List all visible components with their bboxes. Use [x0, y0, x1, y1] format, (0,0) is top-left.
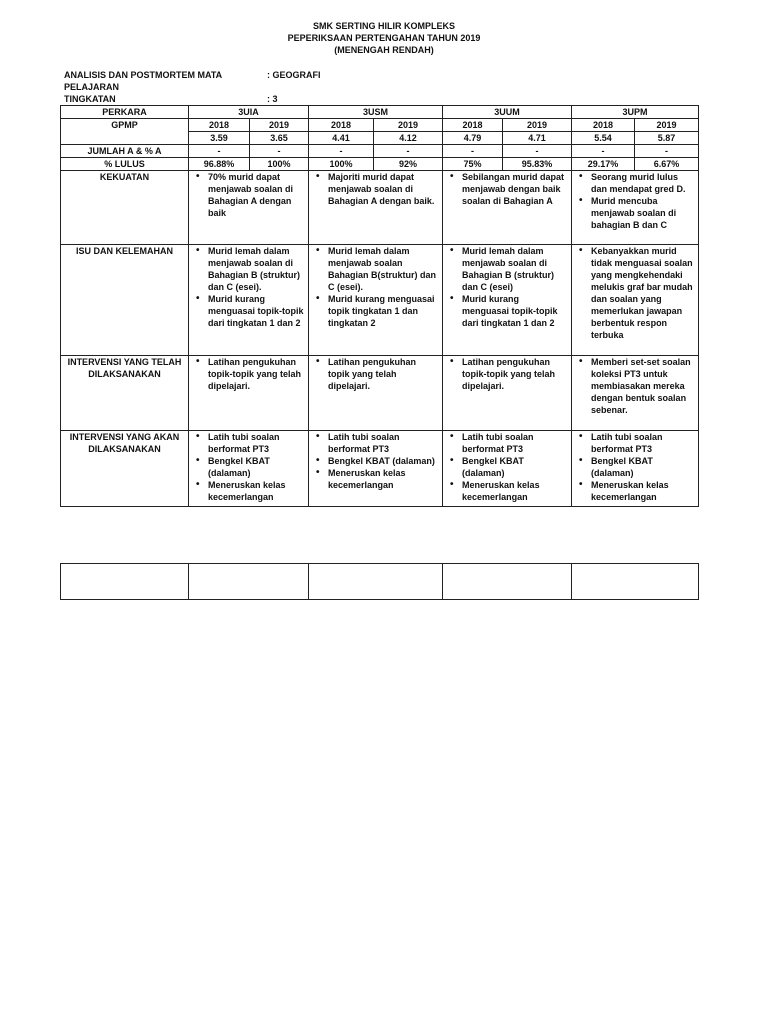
- year-header-row: [61, 119, 699, 132]
- intervensi-akan-3upm: [572, 431, 699, 507]
- jumlah-value: -: [572, 145, 635, 158]
- subject-value: : GEOGRAFI: [267, 70, 321, 80]
- jumlah-value: -: [503, 145, 572, 158]
- bullet-point: • Meneruskan kelas kecemerlangan: [576, 479, 694, 503]
- bullet-point: • Murid lemah dalam menjawab soalan Bahagian B(struktur) dan C (esei).: [313, 245, 438, 293]
- bullet-point: • Latihan pengukuhan topik-topik yang telah dipelajari.: [447, 356, 567, 392]
- bullet-point: • 70% murid dapat menjawab soalan di Bahagian A dengan baik: [193, 171, 304, 219]
- exam-level: (MENENGAH RENDAH): [334, 45, 434, 55]
- bullet-point: • Sebilangan murid dapat menjawab dengan baik soalan di Bahagian A: [447, 171, 567, 207]
- year-cell: 2019: [503, 119, 572, 132]
- bullet-point: • Kebanyakkan murid tidak menguasai soalan yang mengkehendaki melukis graf bar mudah dan soalan yang memerlukan jawapan berbentuk respon terbuka: [576, 245, 694, 341]
- gpmp-value: 3.65: [250, 132, 309, 145]
- bullet-point: • Latih tubi soalan berformat PT3: [447, 431, 567, 455]
- bullet-point: • Meneruskan kelas kecemerlangan: [447, 479, 567, 503]
- class-header-3usm: 3USM: [309, 106, 443, 119]
- jumlah-value: -: [309, 145, 374, 158]
- bullet-point: • Memberi set-set soalan koleksi PT3 untuk membiasakan mereka dengan bentuk soalan sebenar.: [576, 356, 694, 416]
- empty-cell: [309, 564, 443, 600]
- class-header-3uia: 3UIA: [189, 106, 309, 119]
- year-cell: 2019: [635, 119, 699, 132]
- class-header-3upm: 3UPM: [572, 106, 699, 119]
- intervensi-telah-3usm: [309, 356, 443, 431]
- jumlah-value: -: [635, 145, 699, 158]
- jumlah-value: -: [374, 145, 443, 158]
- bullet-point: • Meneruskan kelas kecemerlangan: [313, 467, 438, 491]
- bullet-point: • Bengkel KBAT (dalaman): [447, 455, 567, 479]
- bullet-point: • Murid kurang menguasai topik-topik dari tingkatan 1 dan 2: [193, 293, 304, 329]
- gpmp-value: 4.41: [309, 132, 374, 145]
- class-header-row: [61, 106, 699, 119]
- document-meta: [64, 69, 321, 105]
- kekuatan-3usm: [309, 171, 443, 245]
- isu-3uum: [443, 245, 572, 356]
- kekuatan-row: [61, 171, 699, 245]
- year-cell: 2018: [443, 119, 503, 132]
- jumlah-value: -: [250, 145, 309, 158]
- gpmp-value: 4.71: [503, 132, 572, 145]
- empty-cell: [443, 564, 572, 600]
- intervensi-akan-3usm: [309, 431, 443, 507]
- lulus-value: 100%: [309, 158, 374, 171]
- grade-label: TINGKATAN: [64, 94, 116, 104]
- intervensi-akan-3uum: [443, 431, 572, 507]
- kekuatan-label: KEKUATAN: [61, 171, 189, 245]
- gpmp-value: 5.54: [572, 132, 635, 145]
- bullet-point: • Meneruskan kelas kecemerlangan: [193, 479, 304, 503]
- lulus-label: % LULUS: [61, 158, 189, 171]
- intervensi-telah-label: INTERVENSI YANG TELAH DILAKSANAKAN: [61, 356, 189, 431]
- bullet-point: • Latih tubi soalan berformat PT3: [576, 431, 694, 455]
- kekuatan-3uum: [443, 171, 572, 245]
- empty-table: [60, 563, 699, 600]
- isu-3uia: [189, 245, 309, 356]
- gpmp-value: 5.87: [635, 132, 699, 145]
- empty-cell: [572, 564, 699, 600]
- intervensi-akan-row: [61, 431, 699, 507]
- exam-title: PEPERIKSAAN PERTENGAHAN TAHUN 2019: [287, 33, 481, 43]
- jumlah-row: [61, 145, 699, 158]
- bullet-point: • Bengkel KBAT (dalaman): [576, 455, 694, 479]
- lulus-value: 100%: [250, 158, 309, 171]
- intervensi-akan-3uia: [189, 431, 309, 507]
- lulus-value: 6.67%: [635, 158, 699, 171]
- bullet-point: • Murid lemah dalam menjawab soalan di Bahagian B (struktur) dan C (esei): [447, 245, 567, 293]
- intervensi-telah-row: [61, 356, 699, 431]
- jumlah-value: -: [443, 145, 503, 158]
- lulus-value: 95.83%: [503, 158, 572, 171]
- bullet-point: • Murid mencuba menjawab soalan di bahagian B dan C: [576, 195, 694, 231]
- bullet-point: • Latih tubi soalan berformat PT3: [313, 431, 438, 455]
- analysis-table: [60, 105, 699, 507]
- lulus-value: 29.17%: [572, 158, 635, 171]
- document-header: [0, 20, 768, 56]
- bullet-point: • Majoriti murid dapat menjawab soalan di Bahagian A dengan baik.: [313, 171, 438, 207]
- isu-3upm: [572, 245, 699, 356]
- isu-row: [61, 245, 699, 356]
- intervensi-telah-3uia: [189, 356, 309, 431]
- bullet-point: • Seorang murid lulus dan mendapat gred D.: [576, 171, 694, 195]
- kekuatan-3upm: [572, 171, 699, 245]
- gpmp-label: GPMP: [61, 119, 189, 145]
- kekuatan-3uia: [189, 171, 309, 245]
- year-cell: 2018: [189, 119, 250, 132]
- jumlah-value: -: [189, 145, 250, 158]
- bullet-point: • Murid kurang menguasai topik tingkatan 1 dan tingkatan 2: [313, 293, 438, 329]
- gpmp-value: 4.79: [443, 132, 503, 145]
- empty-cell: [61, 564, 189, 600]
- bullet-point: • Latihan pengukuhan topik yang telah dipelajari.: [313, 356, 438, 392]
- subject-label: ANALISIS DAN POSTMORTEM MATA PELAJARAN: [64, 70, 222, 92]
- year-cell: 2018: [572, 119, 635, 132]
- intervensi-akan-label: INTERVENSI YANG AKAN DILAKSANAKAN: [61, 431, 189, 507]
- intervensi-telah-3upm: [572, 356, 699, 431]
- isu-label: ISU DAN KELEMAHAN: [61, 245, 189, 356]
- lulus-value: 75%: [443, 158, 503, 171]
- lulus-value: 92%: [374, 158, 443, 171]
- year-cell: 2019: [250, 119, 309, 132]
- class-header-3uum: 3UUM: [443, 106, 572, 119]
- empty-cell: [189, 564, 309, 600]
- jumlah-label: JUMLAH A & % A: [61, 145, 189, 158]
- gpmp-value: 3.59: [189, 132, 250, 145]
- isu-3usm: [309, 245, 443, 356]
- gpmp-value: 4.12: [374, 132, 443, 145]
- intervensi-telah-3uum: [443, 356, 572, 431]
- bullet-point: • Bengkel KBAT (dalaman): [193, 455, 304, 479]
- bullet-point: • Latihan pengukuhan topik-topik yang telah dipelajari.: [193, 356, 304, 392]
- bullet-point: • Murid lemah dalam menjawab soalan di Bahagian B (struktur) dan C (esei).: [193, 245, 304, 293]
- year-cell: 2019: [374, 119, 443, 132]
- lulus-value: 96.88%: [189, 158, 250, 171]
- bullet-point: • Bengkel KBAT (dalaman): [313, 455, 438, 467]
- perkara-label: PERKARA: [61, 106, 189, 119]
- school-name: SMK SERTING HILIR KOMPLEKS: [312, 21, 455, 31]
- bullet-point: • Latih tubi soalan berformat PT3: [193, 431, 304, 455]
- grade-value: : 3: [267, 94, 278, 104]
- year-cell: 2018: [309, 119, 374, 132]
- lulus-row: [61, 158, 699, 171]
- bullet-point: • Murid kurang menguasai topik-topik dari tingkatan 1 dan 2: [447, 293, 567, 329]
